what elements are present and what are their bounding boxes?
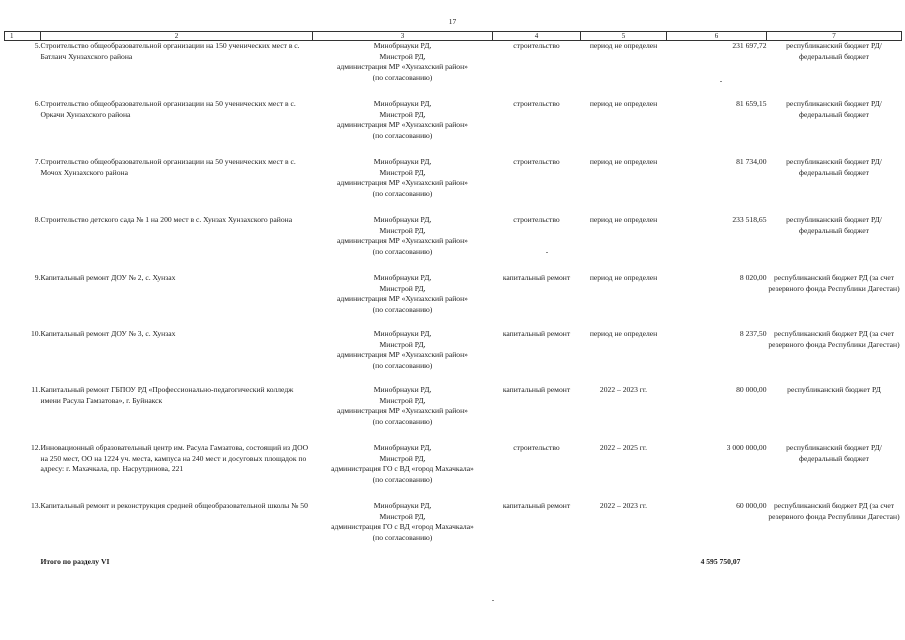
- scan-speck: [546, 252, 548, 253]
- row-number: 6.: [34, 99, 41, 108]
- executor: [313, 329, 493, 385]
- work-type: строительство: [513, 157, 560, 166]
- executor-line: администрация МР «Хунзахский район»: [337, 406, 468, 416]
- executor-line: администрация МР «Хунзахский район»: [337, 62, 468, 72]
- activity-name: Капитальный ремонт ГБПОУ РД «Профессионально-педагогический колледж имени Расула Гамзатова», г. Буйнакск: [40, 385, 294, 405]
- executor-line: (по согласованию): [372, 474, 433, 484]
- period: период не определен: [589, 273, 658, 282]
- amount: 81 734,00: [736, 157, 767, 166]
- table-row: [5, 329, 902, 385]
- table-row: [5, 443, 902, 501]
- activity-name: Капитальный ремонт и реконструкция средней общеобразовательной школы № 50: [40, 501, 308, 510]
- amount: 8 020,00: [739, 273, 767, 282]
- executor: [313, 215, 493, 273]
- table-row: [5, 215, 902, 273]
- column-header: 3: [313, 32, 493, 41]
- executor-line: Минстрой РД,: [379, 225, 426, 235]
- row-number: 10.: [31, 329, 41, 338]
- period: период не определен: [589, 329, 658, 338]
- column-header: 5: [581, 32, 667, 41]
- table-row: [5, 41, 902, 100]
- amount: 80 000,00: [736, 385, 767, 394]
- executor-line: (по согласованию): [372, 72, 433, 82]
- executor-line: администрация МР «Хунзахский район»: [337, 178, 468, 188]
- executor: [313, 385, 493, 443]
- executor-line: (по согласованию): [372, 304, 433, 314]
- executor-line: Минстрой РД,: [379, 453, 426, 463]
- total-label: Итого по разделу VI: [40, 557, 110, 566]
- period: период не определен: [589, 215, 658, 224]
- period: 2022 – 2023 гг.: [599, 501, 648, 510]
- total-spacer: [493, 557, 581, 571]
- amount: 8 237,50: [739, 329, 767, 338]
- executor: [313, 443, 493, 501]
- work-type: строительство: [513, 443, 560, 452]
- executor-line: (по согласованию): [372, 416, 433, 426]
- executor-line: Минстрой РД,: [379, 339, 426, 349]
- executor-line: Минобрнауки РД,: [373, 501, 432, 510]
- column-header: 4: [493, 32, 581, 41]
- executor-line: Минобрнауки РД,: [373, 157, 432, 166]
- executor: [313, 501, 493, 557]
- funding-source: республиканский бюджет РД: [787, 385, 881, 394]
- funding-source: республиканский бюджет РД/ федеральный бюджет: [786, 41, 882, 61]
- executor-line: Минобрнауки РД,: [373, 215, 432, 224]
- executor-line: Минстрой РД,: [379, 511, 426, 521]
- activity-name: Капитальный ремонт ДОУ № 3, с. Хунзах: [40, 329, 176, 338]
- work-type: капитальный ремонт: [502, 501, 571, 510]
- executor-line: администрация ГО с ВД «город Махачкала»: [331, 464, 474, 474]
- period: период не определен: [589, 41, 658, 50]
- executor-line: администрация МР «Хунзахский район»: [337, 120, 468, 130]
- scan-speck: [492, 600, 494, 601]
- executor-line: Минобрнауки РД,: [373, 385, 432, 394]
- executor-line: Минобрнауки РД,: [373, 443, 432, 452]
- column-header: 2: [41, 32, 313, 41]
- executor: [313, 41, 493, 100]
- executor-line: Минстрой РД,: [379, 109, 426, 119]
- executor-line: Минстрой РД,: [379, 51, 426, 61]
- period: 2022 – 2023 гг.: [599, 385, 648, 394]
- executor-line: администрация ГО с ВД «город Махачкала»: [331, 522, 474, 532]
- amount: 231 697,72: [732, 41, 767, 50]
- executor-line: Минобрнауки РД,: [373, 99, 432, 108]
- executor-line: Минобрнауки РД,: [373, 273, 432, 282]
- executor-line: администрация МР «Хунзахский район»: [337, 236, 468, 246]
- total-amount: 4 595 750,07: [700, 557, 741, 566]
- work-type: капитальный ремонт: [502, 329, 571, 338]
- executor-line: Минстрой РД,: [379, 395, 426, 405]
- activity-name: Строительство детского сада № 1 на 200 мест в с. Хунзах Хунзахского района: [40, 215, 293, 224]
- table-row: [5, 157, 902, 215]
- work-type: строительство: [513, 215, 560, 224]
- row-number: 5.: [34, 41, 41, 50]
- column-header: 1: [5, 32, 41, 41]
- row-number: 11.: [31, 385, 41, 394]
- amount: 81 659,15: [736, 99, 767, 108]
- table-row: [5, 501, 902, 557]
- total-spacer: [5, 557, 41, 571]
- executor-line: (по согласованию): [372, 532, 433, 542]
- funding-source: республиканский бюджет РД (за счет резервного фонда Республики Дагестан): [768, 273, 900, 293]
- funding-source: республиканский бюджет РД/ федеральный бюджет: [786, 157, 882, 177]
- work-type: строительство: [513, 99, 560, 108]
- scan-speck: [720, 81, 722, 82]
- total-row: [5, 557, 902, 571]
- executor-line: (по согласованию): [372, 130, 433, 140]
- column-header: 7: [767, 32, 902, 41]
- table-row: [5, 385, 902, 443]
- period: 2022 – 2025 гг.: [599, 443, 648, 452]
- executor-line: Минстрой РД,: [379, 283, 426, 293]
- activity-name: Инновационный образовательный центр им. Расула Гамзатова, состоящий из ДОО на 250 мест, ОО на 1224 уч. места, кампуса на 240 мест и досуговых площадок по адресу: г. Махачкала, пр. Насрутдинова, 221: [40, 443, 309, 474]
- amount: 233 518,65: [732, 215, 767, 224]
- row-number: 8.: [34, 215, 41, 224]
- executor-line: администрация МР «Хунзахский район»: [337, 350, 468, 360]
- period: период не определен: [589, 99, 658, 108]
- total-spacer: [767, 557, 902, 571]
- program-table: [4, 31, 902, 571]
- amount: 60 000,00: [736, 501, 767, 510]
- activity-name: Строительство общеобразовательной организации на 150 ученических мест в с. Батлаич Хунзахского района: [40, 41, 300, 61]
- period: период не определен: [589, 157, 658, 166]
- activity-name: Капитальный ремонт ДОУ № 2, с. Хунзах: [40, 273, 176, 282]
- executor-line: (по согласованию): [372, 360, 433, 370]
- activity-name: Строительство общеобразовательной организации на 50 ученических мест в с. Мочох Хунзахского района: [40, 157, 296, 177]
- row-number: 12.: [31, 443, 41, 452]
- funding-source: республиканский бюджет РД (за счет резервного фонда Республики Дагестан): [768, 329, 900, 349]
- funding-source: республиканский бюджет РД/ федеральный бюджет: [786, 443, 882, 463]
- executor-line: Минобрнауки РД,: [373, 41, 432, 50]
- executor-line: Минобрнауки РД,: [373, 329, 432, 338]
- column-number-row: [5, 32, 902, 41]
- total-spacer: [581, 557, 667, 571]
- executor-line: (по согласованию): [372, 246, 433, 256]
- work-type: капитальный ремонт: [502, 385, 571, 394]
- row-number: 13.: [31, 501, 41, 510]
- work-type: строительство: [513, 41, 560, 50]
- funding-source: республиканский бюджет РД/ федеральный бюджет: [786, 99, 882, 119]
- executor-line: Минстрой РД,: [379, 167, 426, 177]
- total-spacer: [313, 557, 493, 571]
- executor-line: (по согласованию): [372, 188, 433, 198]
- executor: [313, 157, 493, 215]
- funding-source: республиканский бюджет РД (за счет резервного фонда Республики Дагестан): [768, 501, 900, 521]
- executor: [313, 273, 493, 329]
- page-number: 17: [448, 17, 457, 26]
- funding-source: республиканский бюджет РД/ федеральный бюджет: [786, 215, 882, 235]
- table-row: [5, 99, 902, 157]
- work-type: капитальный ремонт: [502, 273, 571, 282]
- column-header: 6: [667, 32, 767, 41]
- table-row: [5, 273, 902, 329]
- amount: 3 000 000,00: [726, 443, 767, 452]
- row-number: 9.: [34, 273, 41, 282]
- executor: [313, 99, 493, 157]
- row-number: 7.: [34, 157, 41, 166]
- activity-name: Строительство общеобразовательной организации на 50 ученических мест в с. Оркачи Хунзахского района: [40, 99, 296, 119]
- executor-line: администрация МР «Хунзахский район»: [337, 294, 468, 304]
